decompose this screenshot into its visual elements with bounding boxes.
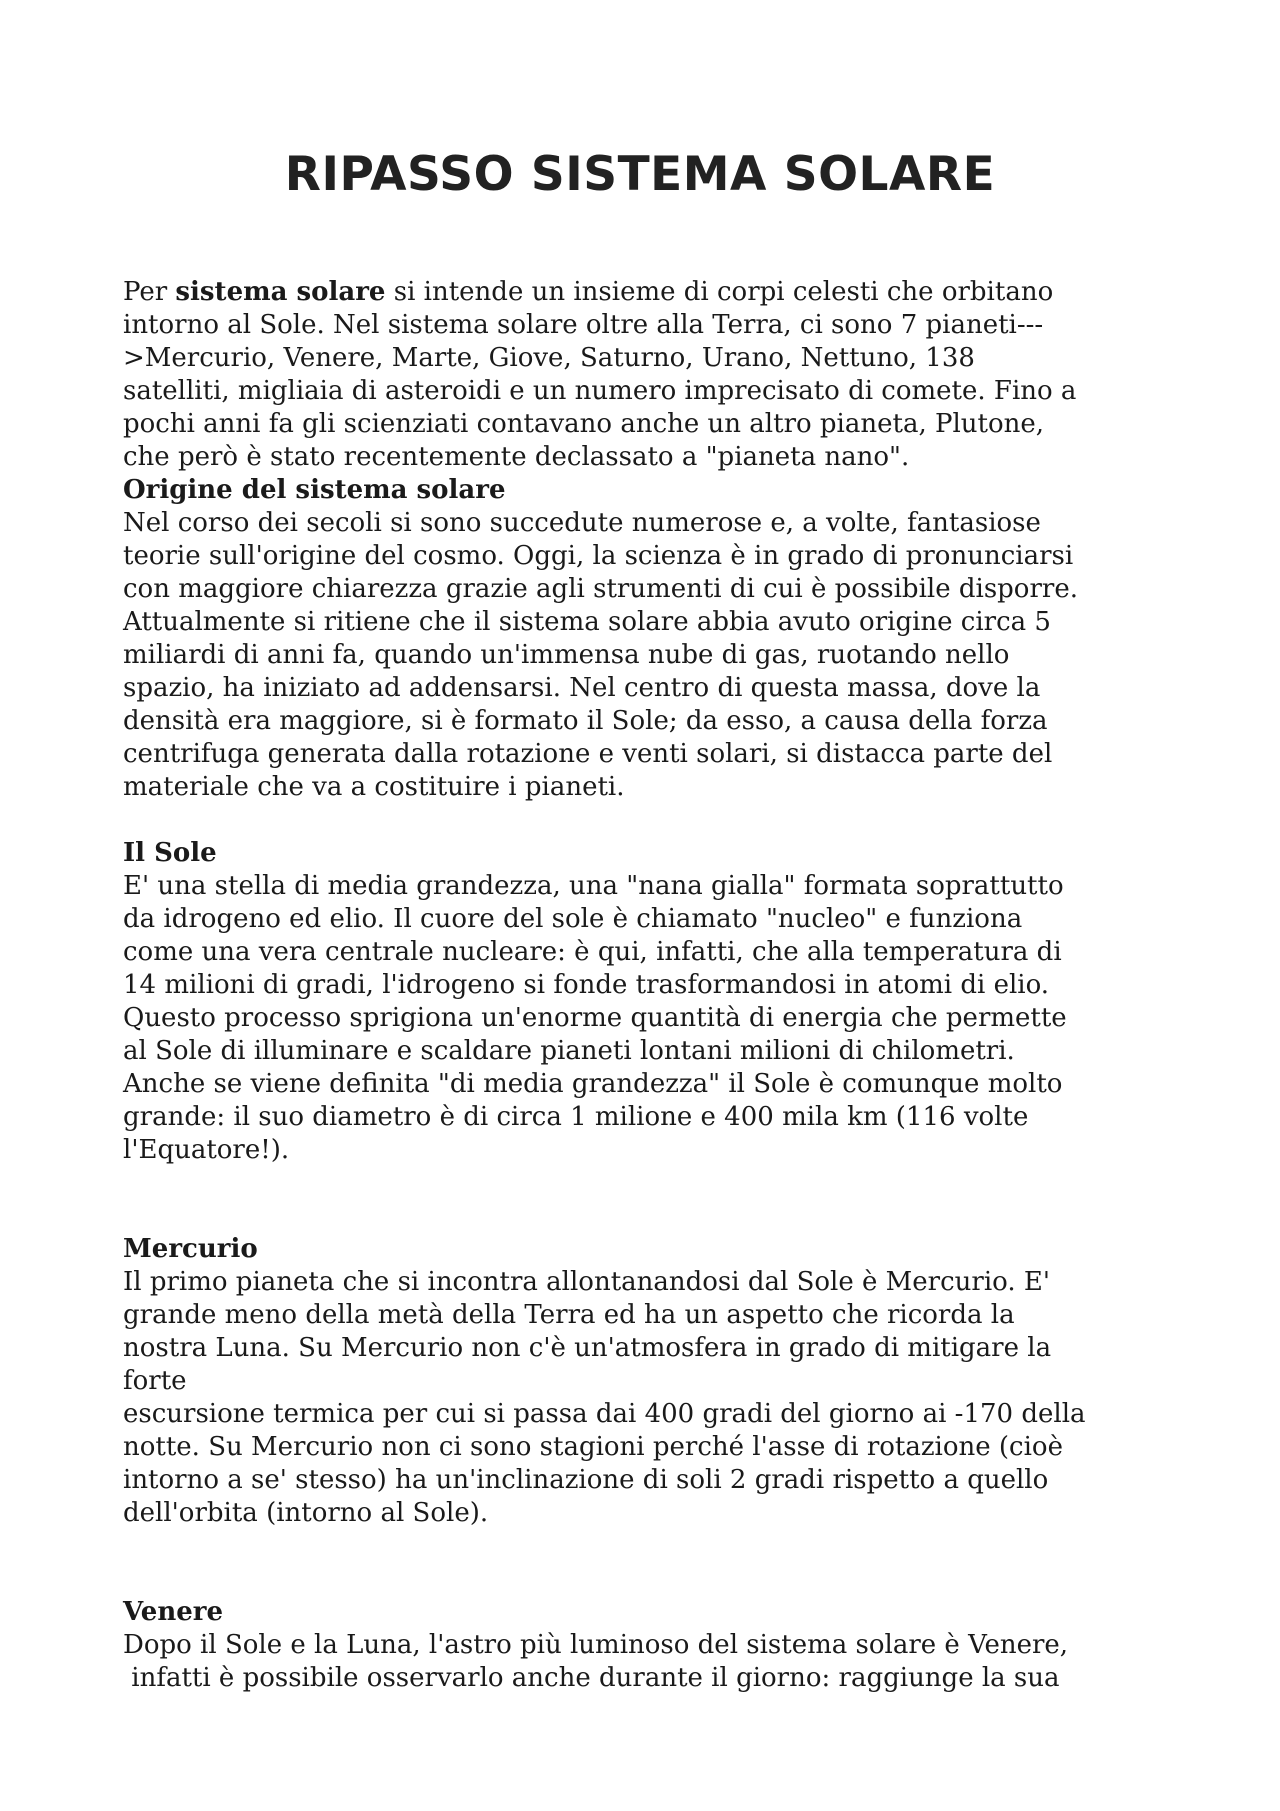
mercurio-line: Il primo pianeta che si incontra allontanandosi dal Sole è Mercurio. E' bbox=[123, 1267, 1050, 1297]
section-heading-sole: Il Sole bbox=[123, 838, 217, 868]
origine-line: Nel corso dei secoli si sono succedute numerose e, a volte, fantasiose bbox=[123, 508, 1041, 538]
sole-line: al Sole di illuminare e scaldare pianeti lontani milioni di chilometri. bbox=[123, 1036, 1015, 1066]
mercurio-line: dell'orbita (intorno al Sole). bbox=[123, 1498, 489, 1528]
origine-line: Attualmente si ritiene che il sistema solare abbia avuto origine circa 5 bbox=[123, 607, 1051, 637]
mercurio-line: notte. Su Mercurio non ci sono stagioni perché l'asse di rotazione (cioè bbox=[123, 1432, 1063, 1462]
page-title: RIPASSO SISTEMA SOLARE bbox=[284, 147, 996, 202]
mercurio-line: nostra Luna. Su Mercurio non c'è un'atmosfera in grado di mitigare la bbox=[123, 1333, 1052, 1363]
origine-line: materiale che va a costituire i pianeti. bbox=[123, 772, 625, 802]
intro-line: pochi anni fa gli scienziati contavano anche un altro pianeta, Plutone, bbox=[123, 409, 1045, 439]
intro-line: che però è stato recentemente declassato a "pianeta nano". bbox=[123, 442, 910, 472]
venere-line: infatti è possibile osservarlo anche durante il giorno: raggiunge la sua bbox=[123, 1663, 1060, 1693]
sole-line: l'Equatore!). bbox=[123, 1135, 290, 1165]
origine-line: teorie sull'origine del cosmo. Oggi, la scienza è in grado di pronunciarsi bbox=[123, 541, 1074, 571]
mercurio-line: intorno a se' stesso) ha un'inclinazione di soli 2 gradi rispetto a quello bbox=[123, 1465, 1049, 1495]
origine-line: miliardi di anni fa, quando un'immensa nube di gas, ruotando nello bbox=[123, 640, 1010, 670]
sole-line: E' una stella di media grandezza, una "nana gialla" formata soprattutto bbox=[123, 871, 1064, 901]
venere-line: Dopo il Sole e la Luna, l'astro più luminoso del sistema solare è Venere, bbox=[123, 1630, 1069, 1660]
document-body bbox=[123, 276, 1183, 1695]
origine-line: spazio, ha iniziato ad addensarsi. Nel centro di questa massa, dove la bbox=[123, 673, 1041, 703]
mercurio-line: grande meno della metà della Terra ed ha un aspetto che ricorda la bbox=[123, 1300, 1015, 1330]
sole-line: 14 milioni di gradi, l'idrogeno si fonde trasformandosi in atomi di elio. bbox=[123, 970, 1050, 1000]
intro-line: intorno al Sole. Nel sistema solare oltre alla Terra, ci sono 7 pianeti--- bbox=[123, 310, 1044, 340]
origine-line: con maggiore chiarezza grazie agli strumenti di cui è possibile disporre. bbox=[123, 574, 1078, 604]
intro-text: Per bbox=[123, 277, 176, 307]
sole-line: come una vera centrale nucleare: è qui, infatti, che alla temperatura di bbox=[123, 937, 1062, 967]
sole-line: Questo processo sprigiona un'enorme quantità di energia che permette bbox=[123, 1003, 1067, 1033]
origine-line: densità era maggiore, si è formato il Sole; da esso, a causa della forza bbox=[123, 706, 1048, 736]
spacer bbox=[123, 804, 1183, 837]
sole-line: da idrogeno ed elio. Il cuore del sole è chiamato "nucleo" e funziona bbox=[123, 904, 1023, 934]
section-heading-origine: Origine del sistema solare bbox=[123, 475, 506, 505]
sole-line: Anche se viene definita "di media grandezza" il Sole è comunque molto bbox=[123, 1069, 1063, 1099]
intro-line bbox=[123, 276, 1183, 309]
mercurio-line: escursione termica per cui si passa dai 400 gradi del giorno ai -170 della bbox=[123, 1399, 1086, 1429]
section-heading-mercurio: Mercurio bbox=[123, 1234, 258, 1264]
intro-text: si intende un insieme di corpi celesti che orbitano bbox=[385, 277, 1054, 307]
spacer bbox=[123, 1530, 1183, 1596]
section-heading-venere: Venere bbox=[123, 1597, 224, 1627]
intro-bold-term: sistema solare bbox=[175, 277, 386, 307]
mercurio-line: forte bbox=[123, 1366, 187, 1396]
spacer bbox=[123, 1167, 1183, 1233]
origine-line: centrifuga generata dalla rotazione e venti solari, si distacca parte del bbox=[123, 739, 1053, 769]
sole-line: grande: il suo diametro è di circa 1 milione e 400 mila km (116 volte bbox=[123, 1102, 1029, 1132]
intro-line: >Mercurio, Venere, Marte, Giove, Saturno, Urano, Nettuno, 138 bbox=[123, 343, 975, 373]
intro-line: satelliti, migliaia di asteroidi e un numero imprecisato di comete. Fino a bbox=[123, 376, 1077, 406]
